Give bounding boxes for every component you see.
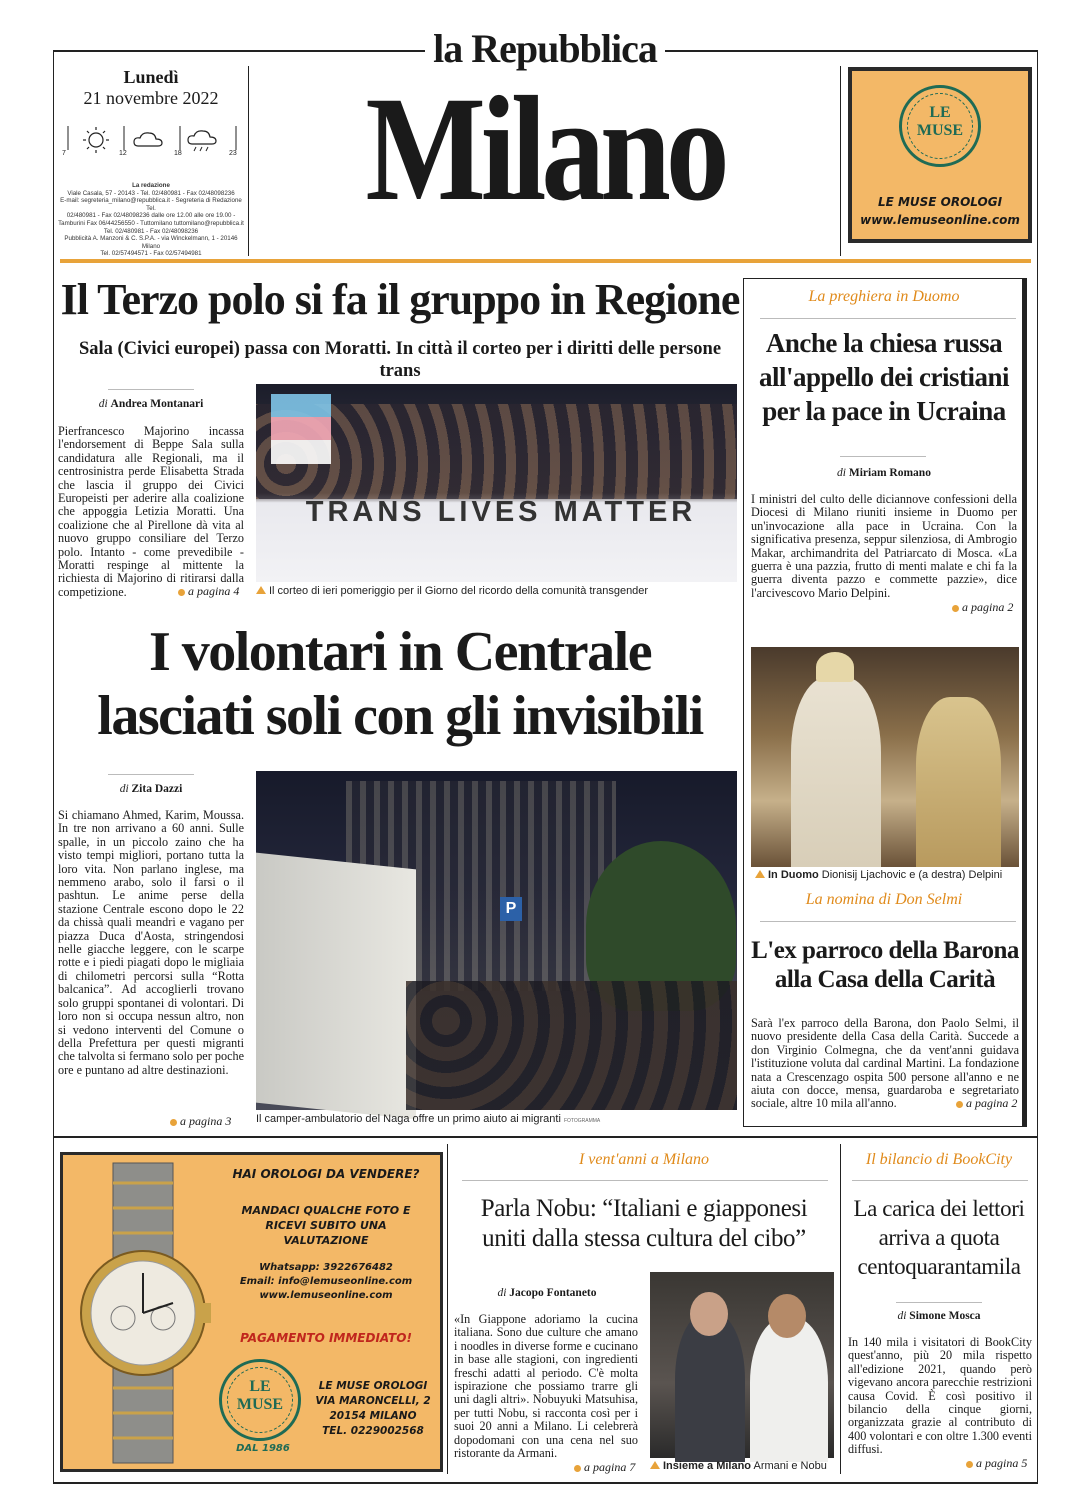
logo-text: LE xyxy=(929,104,951,121)
redazione-line: Tel. 02/480981 - Fax 02/48098236 xyxy=(103,227,199,235)
sun-icon xyxy=(83,127,109,153)
bookcity-headline[interactable]: La carica dei lettori arriva a quota centoquarantamila xyxy=(853,1196,1025,1279)
brand-logo[interactable]: la Repubblica xyxy=(433,26,657,71)
second-photo-caption: Il camper-ambulatorio del Naga offre un primo aiuto ai migranti FOTOGRAMMA xyxy=(256,1113,601,1125)
lead-photo-caption: Il corteo di ieri pomeriggio per il Giorno del ricordo della comunità transgender xyxy=(256,585,737,597)
second-pageref[interactable]: a pagina 3 xyxy=(170,1114,231,1129)
redazione-line: E-mail: segreteria_milano@repubblica.it - Segreteria di Redazione Tel. xyxy=(60,197,242,212)
bookcity-pageref[interactable]: a pagina 5 xyxy=(966,1456,1027,1471)
byline-rule xyxy=(896,1302,982,1303)
logo-text: MUSE xyxy=(916,122,964,139)
kicker-rule xyxy=(852,1180,1028,1181)
kicker-rule xyxy=(760,318,1016,319)
date-full: 21 novembre 2022 xyxy=(83,88,219,108)
second-body: Si chiamano Ahmed, Karim, Moussa. In tre non arrivano a 60 anni. Sulle spalle, in un piccolo zaino che ha visto tempi migliori, portano tutta la loro vita. Non parlano inglese, ma nemmeno arabo, solo il farsi o il pashtun. Le anime perse della stazione Centrale escono dopo le 22 da chissà quali meandri e vagano per piazza Duca d'Aosta, stringendosi nelle giacche leggere, con le scarpe rotte e i piedi piagati dopo le migliaia di chilometri percorsi sulla “Rotta balcanica”. Ad accoglierli trovano solo gruppi spontanei di volontari. Di loro non si occupa nessun altro, non si vedono interventi del Comune o della Prefettura per questi migranti che talvolta si fermano solo per poche ore e puntano ad altre destinazioni. xyxy=(58,808,244,1077)
bottom-ad-since: DAL 1986 xyxy=(236,1443,290,1454)
bishop-figure xyxy=(916,697,1001,867)
right2-kicker: La nomina di Don Selmi xyxy=(805,891,963,908)
second-photo xyxy=(256,771,737,1110)
nobu-figure xyxy=(750,1317,828,1462)
masthead-rule-right xyxy=(665,50,1037,52)
lead-headline[interactable]: Il Terzo polo si fa il gruppo in Regione xyxy=(60,275,740,324)
lead-photo xyxy=(256,384,737,582)
lead-body: Pierfrancesco Majorino incassa l'endorsement di Beppe Sala sulla candidatura alle Regionali, ma il centrosinistra perde Elisabetta Strada che lascia il gruppo dei Civici Europeisti per aderire alla coalizione che appoggia Letizia Moratti. Una coalizione che al Pirellone dà vita al nuovo gruppo consiliare del Terzo polo. Intanto - come prevedibile - Moratti respinge al mittente la richiesta di Majorino di ritirarsi dalla competizione. xyxy=(58,424,244,599)
nobu-body: «In Giappone adoriamo la cucina italiana. Sono due culture che amano i noodles in diverse forme e cucinano in base alle stagioni, con ingredienti freschi adatti al periodo. C'è molta ispirazione che possiamo trarre gli uni dagli altri». Nobuyuki Matsuhisa, per tutti Nobu, si racconta così per i suoi 20 anni a Milano. Li celebrerà dopodomani con una cena nel suo ristorante da Armani. xyxy=(454,1312,638,1461)
nobu-photo xyxy=(650,1272,834,1458)
camper-van xyxy=(256,853,416,1120)
trans-flag xyxy=(271,394,331,464)
date-day: Lunedì xyxy=(123,67,179,87)
lead-pageref[interactable]: a pagina 4 xyxy=(178,584,239,599)
bookcity-byline: di Simone Mosca xyxy=(897,1310,981,1322)
kicker-rule xyxy=(462,1180,828,1181)
temp-1: 7 xyxy=(62,150,66,157)
cloud-rain-icon xyxy=(188,131,216,151)
frame-left xyxy=(53,50,54,1483)
top-ad-name: LE MUSE OROLOGI xyxy=(877,195,1003,209)
redazione-title: La redazione xyxy=(132,182,170,189)
cloud-icon xyxy=(134,133,162,146)
parking-sign-icon: P xyxy=(500,897,522,921)
date-divider xyxy=(248,66,249,256)
nobu-headline[interactable]: Parla Nobu: “Italiani e giapponesi uniti dalla stessa cultura del cibo” xyxy=(480,1195,808,1252)
nobu-kicker: I vent'anni a Milano xyxy=(578,1151,710,1168)
temp-3: 18 xyxy=(174,150,182,157)
nobu-caption: Insieme a Milano Armani e Nobu xyxy=(650,1460,840,1472)
logo-text: LE xyxy=(249,1378,271,1395)
bottom-ad-address: LE MUSE OROLOGI VIA MARONCELLI, 2 20154 MILANO TEL. 0229002568 xyxy=(315,1380,431,1437)
bottom-section-rule xyxy=(53,1136,1038,1138)
masthead-rule-left xyxy=(53,50,425,52)
byline-rule xyxy=(108,774,194,775)
bottom-ad-title: HAI OROLOGI DA VENDERE? xyxy=(232,1167,420,1181)
right1-body: I ministri del culto delle diciannove confessioni della Diocesi di Milano riuniti insieme in Duomo per un'invocazione alla pace in Ucraina. Con la significativa presenza, seppur silenziosa, di Ambrogio Makar, archimandrita del Patriarcato di Mosca. «La guerra è una pazzia, frutto di menti malate e chi fa la guerra diventa pazzo e commette pazzie», dice l'arcivescovo Mario Delpini. xyxy=(751,492,1017,600)
col-divider xyxy=(840,1144,841,1474)
banner-text: TRANS LIVES MATTER xyxy=(305,496,697,528)
priest-figure xyxy=(791,677,881,867)
second-headline-line2: lasciati soli con gli invisibili xyxy=(97,685,703,747)
crowd xyxy=(406,981,737,1110)
top-ad-url[interactable]: www.lemuseonline.com xyxy=(860,213,1020,227)
bottom-ad-offer: MANDACI QUALCHE FOTO E RICEVI SUBITO UNA VALUTAZIONE xyxy=(241,1204,411,1247)
redazione-line: Tamburini Fax 06/44256550 - Tuttomilano tuttomilano@repubblica.it xyxy=(58,219,244,227)
temp-4: 23 xyxy=(229,150,237,157)
kicker-rule xyxy=(760,921,1016,922)
right1-pageref[interactable]: a pagina 2 xyxy=(952,600,1013,615)
weather-strip xyxy=(62,122,242,162)
redazione-line: Pubblicità A. Manzoni & C. S.P.A. - via Winckelmann, 1 - 20146 Milano xyxy=(64,235,238,250)
ad-divider xyxy=(840,66,841,256)
byline-rule xyxy=(108,389,194,390)
right2-pageref[interactable]: a pagina 2 xyxy=(956,1096,1017,1111)
right1-kicker: La preghiera in Duomo xyxy=(808,288,960,305)
logo-text: MUSE xyxy=(236,1396,284,1413)
muse-logo xyxy=(219,1359,301,1441)
redazione-line: Viale Casala, 57 - 20143 - Tel. 02/480981 - Fax 02/48098236 xyxy=(67,189,235,197)
redazione-line: 02/480981 - Fax 02/48098236 dalle ore 12.00 alle ore 19.00 - xyxy=(66,212,236,220)
armani-head xyxy=(690,1292,728,1336)
edition-title: Milano xyxy=(365,66,725,232)
temp-2: 12 xyxy=(119,150,127,157)
duomo-caption: In Duomo Dionisij Ljachovic e (a destra) Delpini xyxy=(755,869,1021,881)
redazione-box xyxy=(58,182,244,258)
second-byline: di Zita Dazzi xyxy=(119,783,183,795)
duomo-photo xyxy=(751,647,1019,867)
bookcity-body: In 140 mila i visitatori di BookCity quest'anno, più 20 mila rispetto all'edizione 2021, quando però vigevano ancora parecchie restrizioni causa Covid. È così positivo il bilancio della cinque giorni, organizzata grazie al contributo di 400 volontari e con oltre 1.300 eventi diffusi. xyxy=(848,1335,1032,1457)
lead-subhead: Sala (Civici europei) passa con Moratti. In città il corteo per i diritti delle persone trans xyxy=(78,339,722,381)
nobu-pageref[interactable]: a pagina 7 xyxy=(574,1460,635,1475)
frame-right xyxy=(1037,50,1038,1483)
watch-image xyxy=(73,1163,213,1463)
mitre xyxy=(816,652,854,682)
top-ad[interactable] xyxy=(848,67,1032,243)
bottom-ad-contacts[interactable]: Whatsapp: 3922676482 Email: info@lemuseonline.com www.lemuseonline.com xyxy=(239,1262,413,1301)
frame-bottom xyxy=(53,1482,1038,1484)
right1-byline: di Miriam Romano xyxy=(837,467,931,479)
masthead-orange-rule xyxy=(60,259,1031,263)
byline-rule xyxy=(840,456,926,457)
second-headline[interactable] xyxy=(58,620,742,748)
bookcity-kicker: Il bilancio di BookCity xyxy=(865,1151,1013,1168)
lead-byline: di Andrea Montanari xyxy=(98,398,204,410)
right2-body: Sarà l'ex parroco della Barona, don Paolo Selmi, il nuovo presidente della Casa della Carità. Succede a don Virginio Colmegna, che da vent'anni guidava l'istituzione voluta dal cardinal Martini. La fondazione nata a Crescenzago ospita 500 persone all'anno e ne aiuta con docce, mensa, guardaroba e segretariato sociale, altre 10 mila all'anno. xyxy=(751,1016,1019,1111)
nobu-byline: di Jacopo Fontaneto xyxy=(497,1287,597,1299)
second-headline-line1: I volontari in Centrale xyxy=(148,621,652,683)
bottom-ad-payment: PAGAMENTO IMMEDIATO! xyxy=(240,1331,412,1345)
right1-headline[interactable]: Anche la chiesa russa all'appello dei cristiani per la pace in Ucraina xyxy=(758,328,1009,426)
bottom-ad[interactable] xyxy=(60,1152,443,1472)
muse-logo xyxy=(899,85,981,167)
right2-headline[interactable]: L'ex parroco della Barona alla Casa della Carità xyxy=(751,937,1019,993)
col-divider xyxy=(447,1144,448,1474)
nobu-head xyxy=(768,1294,806,1338)
redazione-line: Tel. 02/57494571 - Fax 02/57494981 xyxy=(100,250,202,258)
